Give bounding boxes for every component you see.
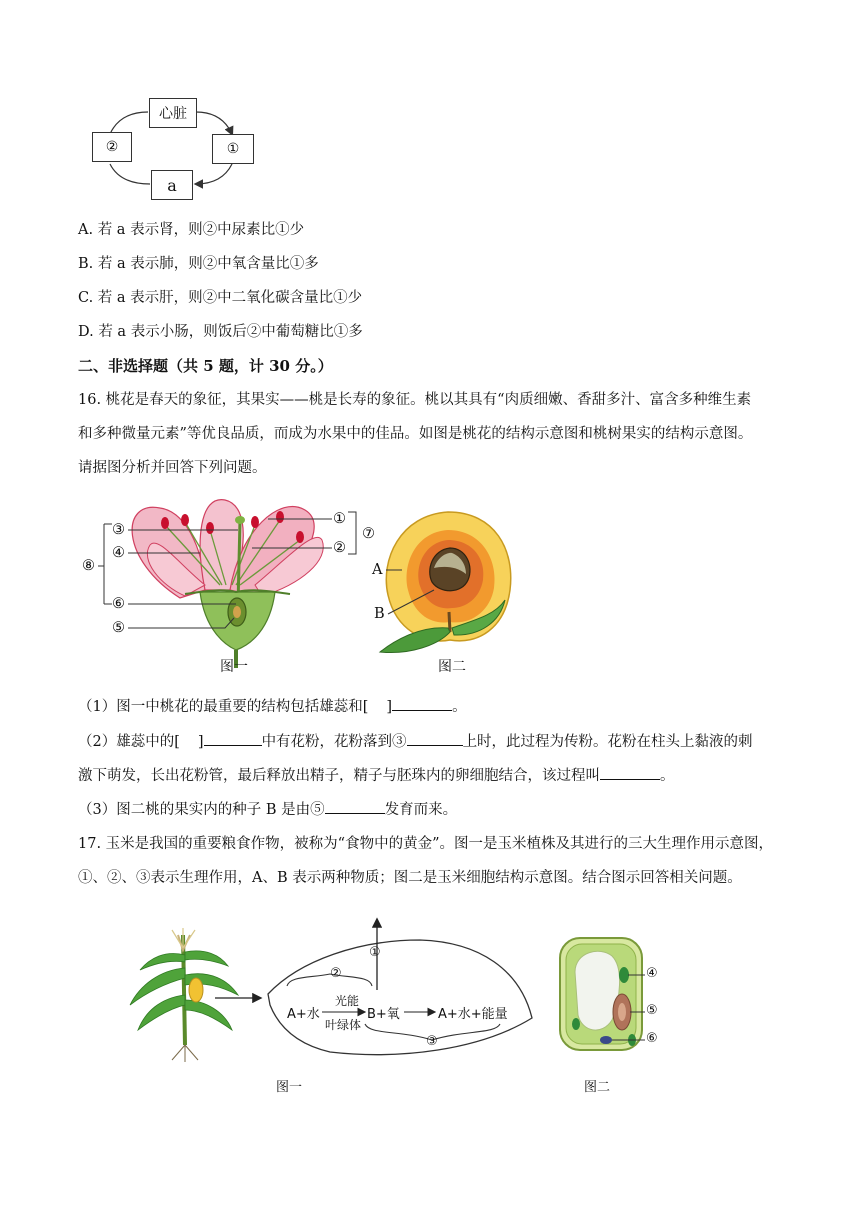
q16-stem-line1: 16. 桃花是春天的象征，其果实——桃是长寿的象征。桃以其具有“肉质细嫩、香甜多汁、富含多种维生素 [78,392,752,408]
flower-label-5: ⑤ [112,620,125,636]
box-2: ② [92,132,132,162]
q16-stem-line3: 请据图分析并回答下列问题。 [78,460,267,476]
eq-light: 光能 [335,994,360,1008]
flower-label-3: ③ [112,522,125,538]
process-1-label: ① [369,945,381,960]
flower-label-1: ① [333,511,346,527]
q16-sub1: （1）图一中桃花的最重要的结构包括雄蕊和[ ] 。 [78,696,467,717]
option-d: D. 若 a 表示小肠，则饭后②中葡萄糖比①多 [78,324,363,340]
eq-mid: B+氧 [367,1007,400,1022]
box-a: a [151,170,193,200]
option-a: A. 若 a 表示肾，则②中尿素比①少 [78,222,305,238]
q16-sub2-line1: （2）雄蕊中的[ ] 中有花粉，花粉落到③ 上时，此过程为传粉。花粉在柱头上黏液的刺 [78,731,753,752]
section-title: 二、非选择题（共 5 题，计 30 分。） [78,357,333,375]
box-1: ① [212,134,254,164]
fruit-label-a: A [372,562,383,578]
process-2-label: ② [330,966,342,981]
q16-sub3: （3）图二桃的果实内的种子 B 是由⑤ 发育而来。 [78,799,457,820]
heart-box: 心脏 [149,98,197,128]
q17-stem-line2: ①、②、③表示生理作用，A、B 表示两种物质；图二是玉米细胞结构示意图。结合图示回答相关问题。 [78,870,742,886]
cell-label-6: ⑥ [646,1031,658,1046]
q17-fig2-caption: 图二 [584,1080,611,1095]
flower-label-7: ⑦ [362,526,375,542]
flower-label-2: ② [333,540,346,556]
q17-fig1-caption: 图一 [276,1080,303,1095]
flower-label-8: ⑧ [82,558,95,574]
fig1-caption: 图一 [220,659,248,675]
q17-stem-line1: 17. 玉米是我国的重要粮食作物，被称为“食物中的黄金”。图一是玉米植株及其进行的三大生理作用示意图， [78,836,773,852]
cell-label-5: ⑤ [646,1003,658,1018]
eq-chloroplast: 叶绿体 [325,1018,362,1032]
q16-stem-line2: 和多种微量元素”等优良品质，而成为水果中的佳品。如图是桃花的结构示意图和桃树果实的结构示意图。 [78,426,753,442]
option-b: B. 若 a 表示肺，则②中氧含量比①多 [78,256,319,272]
cell-label-4: ④ [646,966,658,981]
q16-sub2-line2: 激下萌发，长出花粉管，最后释放出精子，精子与胚珠内的卵细胞结合，该过程叫 。 [78,765,675,786]
flower-label-6: ⑥ [112,596,125,612]
fig2-caption: 图二 [438,659,466,675]
fruit-label-b: B [374,606,385,622]
option-c: C. 若 a 表示肝，则②中二氧化碳含量比①少 [78,290,363,306]
eq-right: A+水+能量 [438,1007,508,1022]
process-3-label: ③ [426,1034,438,1049]
flower-label-4: ④ [112,545,125,561]
eq-left: A+水 [287,1007,320,1022]
